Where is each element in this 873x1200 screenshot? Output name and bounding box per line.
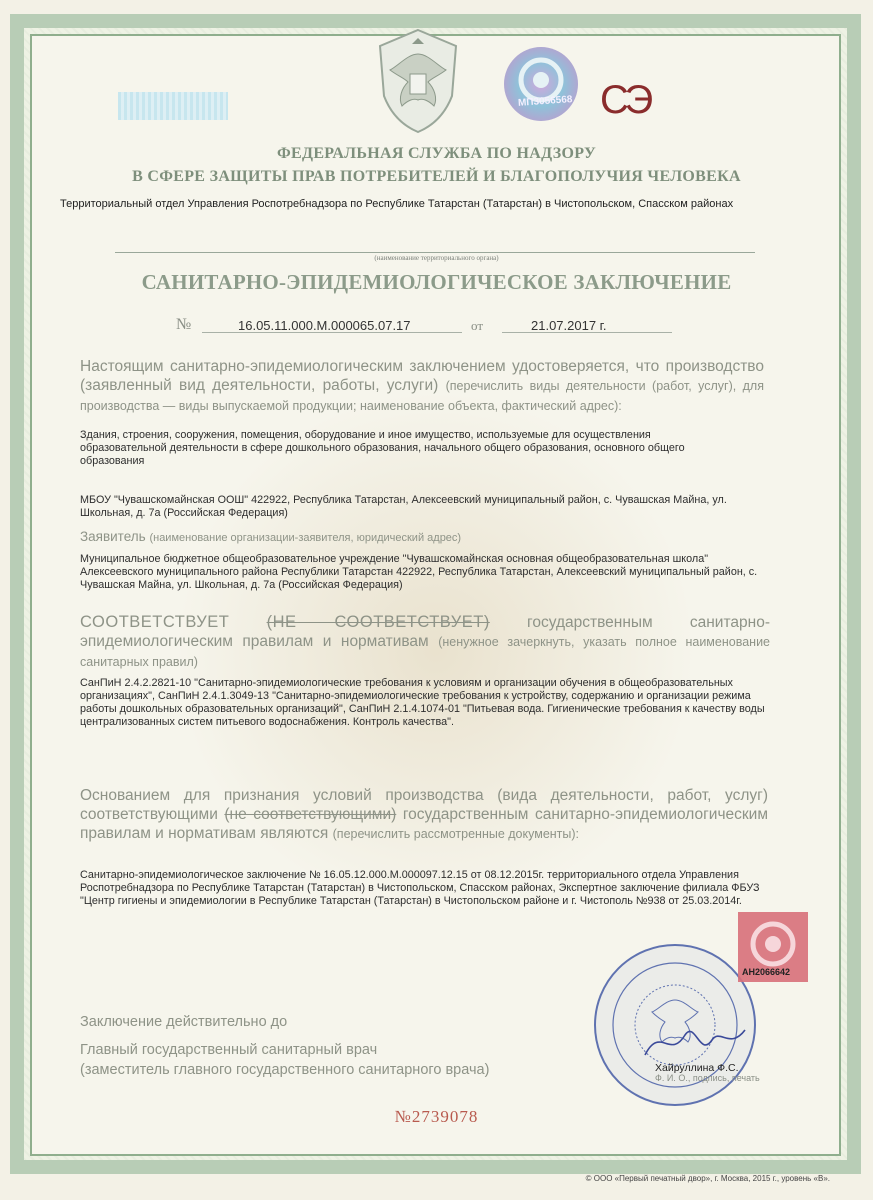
date-label: от xyxy=(471,318,484,333)
applicant-label: Заявитель xyxy=(80,529,146,544)
doctor-name: Хайруллина Ф.С. xyxy=(655,1062,739,1074)
basis-note: (перечислить рассмотренные документы): xyxy=(332,827,580,841)
number-label: № xyxy=(176,316,192,333)
document-title: САНИТАРНО-ЭПИДЕМИОЛОГИЧЕСКОЕ ЗАКЛЮЧЕНИЕ xyxy=(141,270,732,294)
printer-footer: © ООО «Первый печатный двор», г. Москва, 2015 г., уровень «В». xyxy=(585,1174,830,1183)
conforms-word: СООТВЕТСТВУЕТ xyxy=(80,613,230,631)
agency-title-line2: В СФЕРЕ ЗАЩИТЫ ПРАВ ПОТРЕБИТЕЛЕЙ И БЛАГОПОЛУЧИЯ ЧЕЛОВЕКА xyxy=(132,168,741,185)
hologram-seal-icon xyxy=(497,44,589,124)
conformity-rest: государственным санитарно-эпидемиологическим правилам и нормативам xyxy=(80,614,770,650)
valid-until: Заключение действительно до xyxy=(80,1014,288,1030)
applicant-label-small: (наименование организации-заявителя, юридический адрес) xyxy=(149,532,462,544)
document-date: 21.07.2017 г. xyxy=(531,318,607,333)
territorial-caption: (наименование территориального органа) xyxy=(374,254,499,262)
signature-icon xyxy=(640,1020,750,1065)
doctor-title-line2: (заместитель главного государственного санитарного врача) xyxy=(80,1062,490,1078)
basis-main-2: государственным санитарно-эпидемиологическим правилам и нормативам являются xyxy=(80,806,768,842)
activity-text: Здания, строения, сооружения, помещения, оборудование и иное имущество, используемые для осуществления образовательной деятельности в сфере дошкольного образования, начального общего образования, основного общего образования xyxy=(80,429,685,467)
hologram-seal-code: МП3056568 xyxy=(517,94,573,109)
certify-intro xyxy=(80,357,764,416)
sanpin-list: СанПиН 2.4.2.2821-10 "Санитарно-эпидемиологические требования к условиям и организации обучения в общеобразовательных организациях", СанПиН 2.4.1.3049-13 "Санитарно-эпидемиологические требования к устройству, содержанию и организации режима работы дошкольных образовательных организаций", СанПиН 2.1.4.1074-01 "Питьевая вода. Гигиенические требования к качеству воды централизованных систем питьевого водоснабжения. Контроль качества". xyxy=(80,677,765,728)
conformity-note: (ненужное зачеркнуть, указать полное наименование санитарных правил) xyxy=(80,635,770,669)
coat-of-arms-emblem-icon xyxy=(372,26,464,136)
document-number: 16.05.11.000.М.000065.07.17 xyxy=(238,318,411,333)
object-address: МБОУ "Чувашскомайнская ООШ" 422922, Республика Татарстан, Алексеевский муниципальный район, с. Чувашская Майна, ул. Школьная, д. 7а (Российская Федерация) xyxy=(80,494,727,519)
certify-intro-main: Настоящим санитарно-эпидемиологическим заключением удостоверяется, что производство (заявленный вид деятельности, работы, услуги) xyxy=(80,358,764,394)
hologram-seal-2-code: АН2066642 xyxy=(742,967,791,977)
not-conforms-struck: (НЕ СООТВЕТСТВУЕТ) xyxy=(266,613,490,631)
basis-main-1: Основанием для признания условий производства (вида деятельности, работ, услуг) соответствующими xyxy=(80,787,768,823)
territorial-rule xyxy=(115,252,755,253)
basis-statement xyxy=(80,786,768,844)
conformity-mark: СЭ xyxy=(600,78,650,122)
applicant-text: Муниципальное бюджетное общеобразовательное учреждение "Чувашскомайнская основная общеобразовательная школа" Алексеевского муниципального района Республики Татарстан 422922, Республика Татарстан, Алексеевский муниципальный район, с. Чувашская Майна, ул. Школьная, д. 7а (Российская Федерация) xyxy=(80,553,758,591)
doctor-title-line1: Главный государственный санитарный врач xyxy=(80,1042,378,1058)
signature-caption: Ф. И. О., подпись, печать xyxy=(655,1073,760,1083)
basis-struck: (не соответствующими) xyxy=(224,806,397,823)
territorial-body: Территориальный отдел Управления Роспотребнадзора по Республике Татарстан (Татарстан) в Чистопольском, Спасском районах xyxy=(60,198,734,210)
basis-documents: Санитарно-эпидемиологическое заключение № 16.05.12.000.М.000097.12.15 от 08.12.2015г. территориального отдела Управления Роспотребнадзора по Республике Татарстан (Татарстан) в Чистопольском, Спасском районах, Экспертное заключение филиала ФБУЗ "Центр гигиены и эпидемиологии в Республике Татарстан (Татарстан) в Чистопольском районе и г. Чистополь №938 от 25.03.2014г. xyxy=(80,869,760,907)
hologram-strip xyxy=(118,92,228,120)
serial-number: №2739078 xyxy=(394,1107,479,1126)
certify-intro-small: (перечислить виды деятельности (работ, услуг), для производства — виды выпускаемой продукции; наименование объекта, фактический адрес): xyxy=(80,379,764,413)
applicant-heading xyxy=(80,529,680,544)
conformity-statement xyxy=(80,613,770,672)
agency-title-line1: ФЕДЕРАЛЬНАЯ СЛУЖБА ПО НАДЗОРУ xyxy=(277,145,596,162)
